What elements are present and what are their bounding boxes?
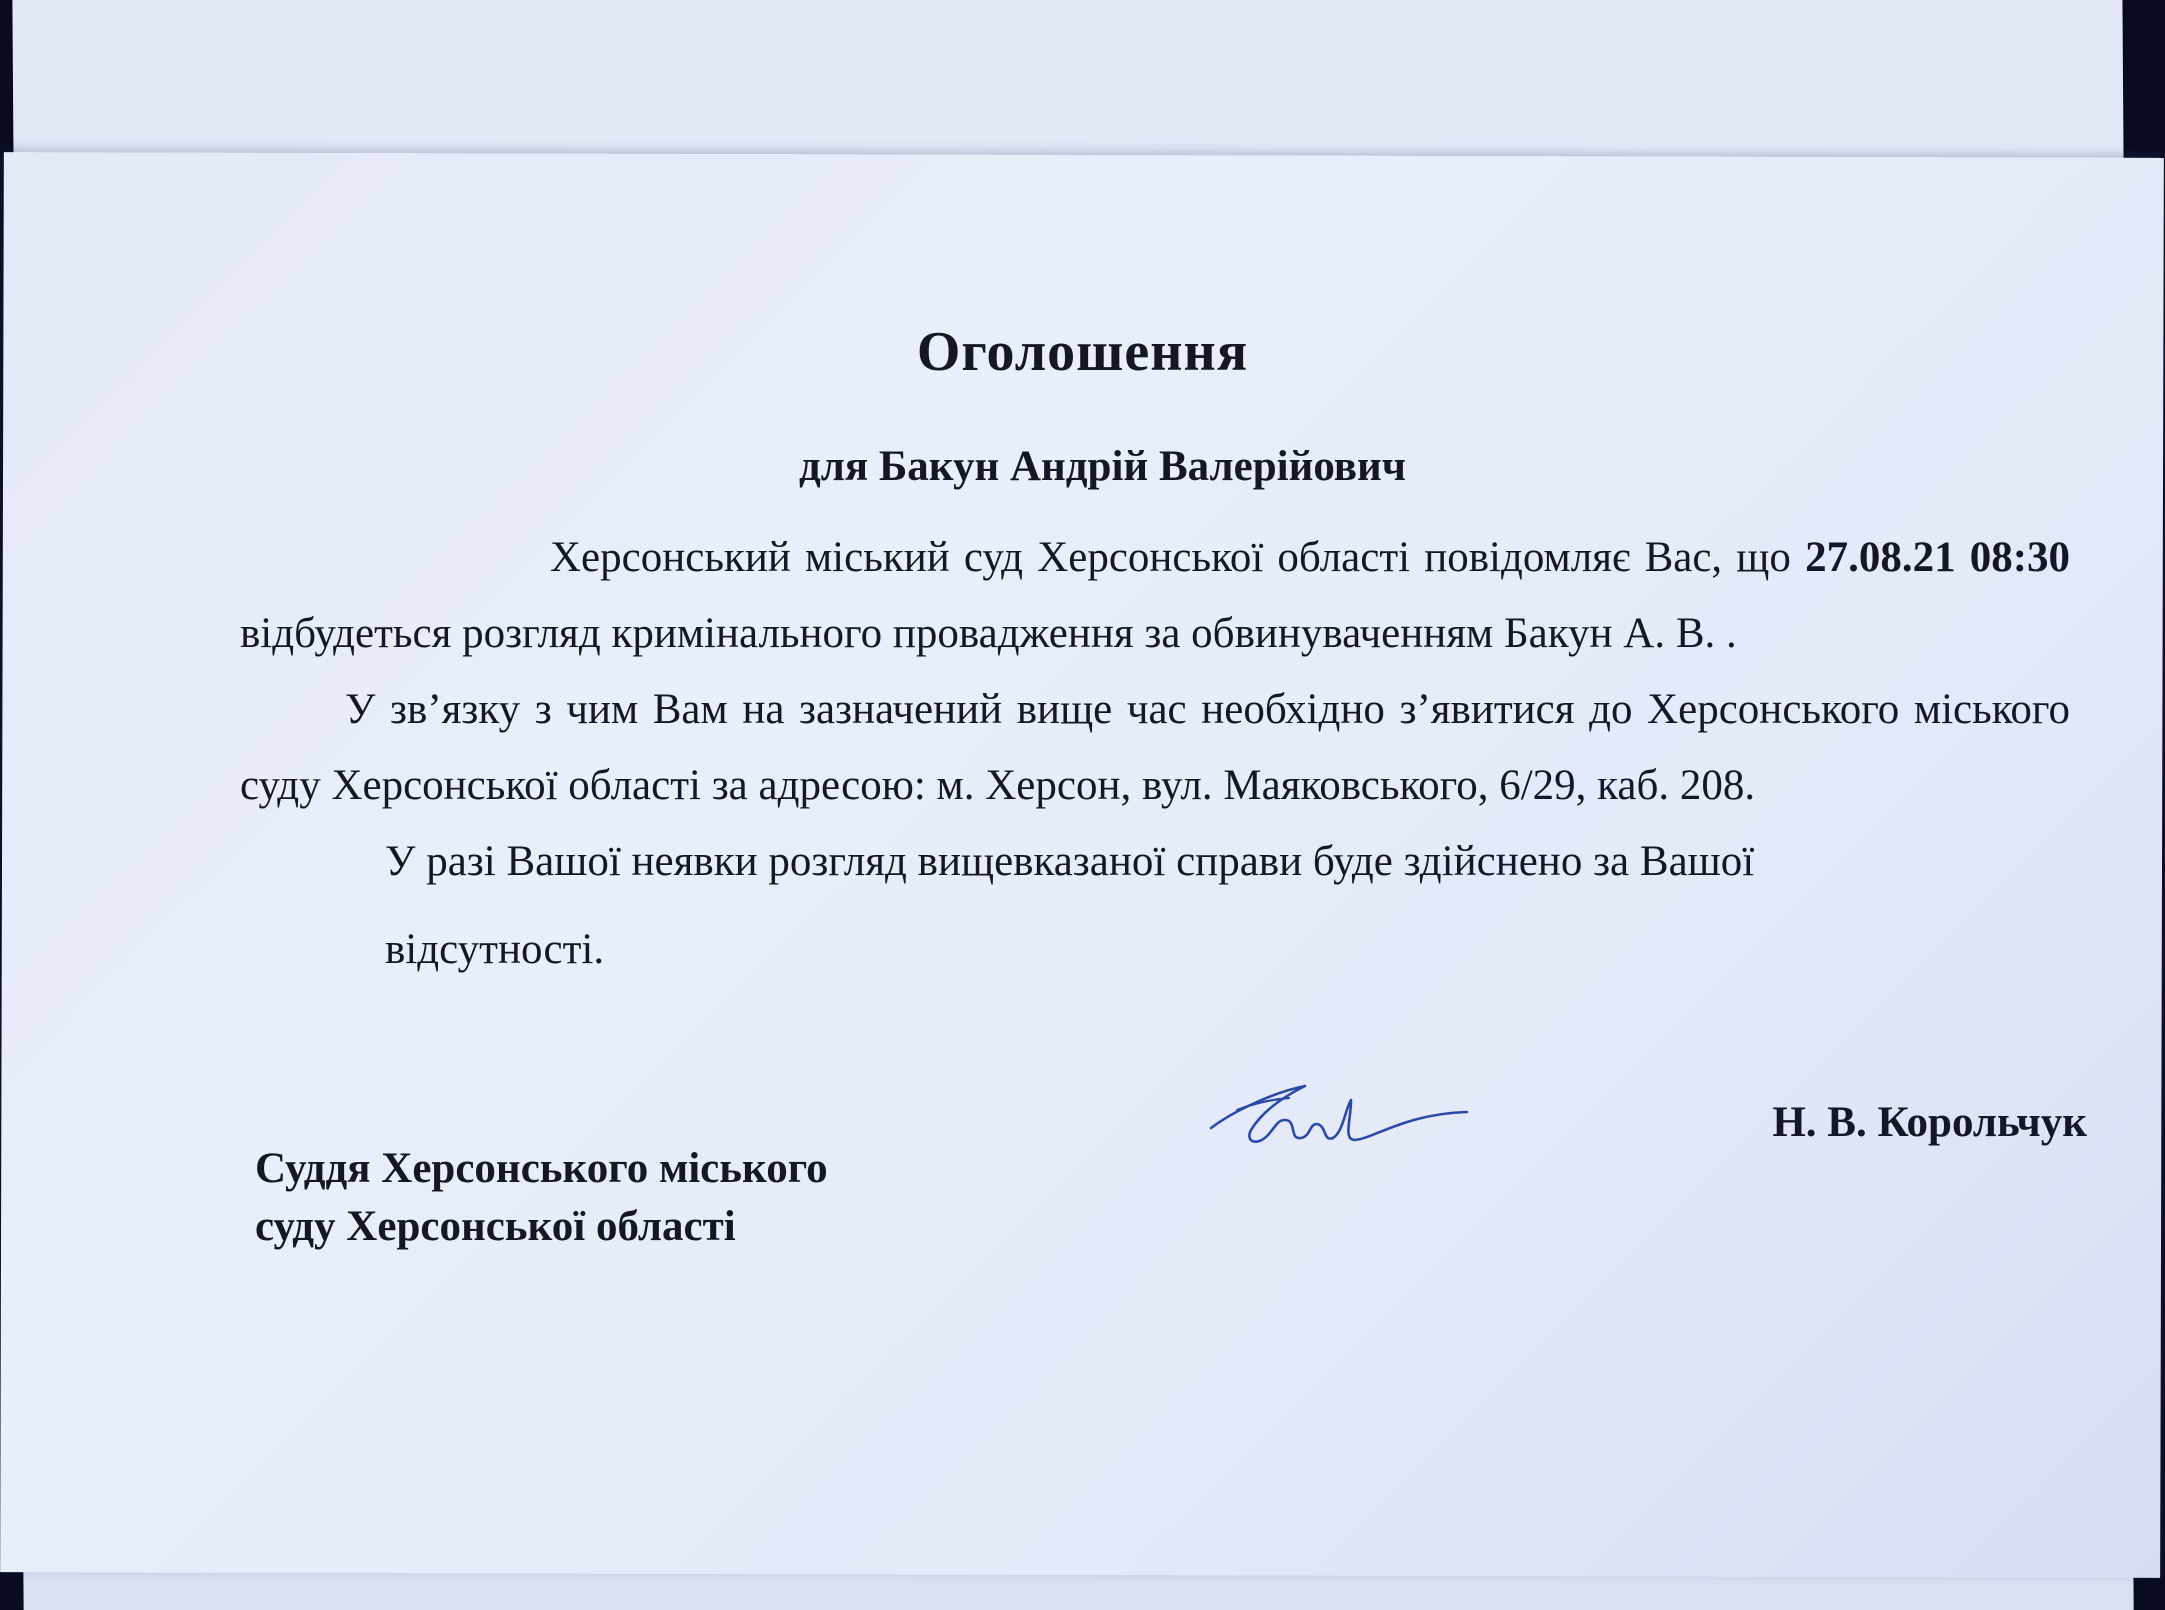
absence-warning-line1: У разі Вашої неявки розгляд вищевказаної справи буде здійснено за Вашої [385,838,1755,885]
hearing-datetime: 27.08.21 08:30 [1805,534,2071,581]
judge-position-line2: суду Херсонської області [255,1203,736,1250]
absence-warning-line2: відсутності. [385,926,605,973]
handwritten-signature-icon [1205,1070,1475,1180]
paragraph-absence-warning [240,824,2070,988]
paragraph-appearance-address: У зв’язку з чим Вам на зазначений вище час необхідно з’явитися до Херсонського міського суду Херсонської області за адресою: м. Херсон, вул. Маяковського, 6/29, каб. 208. [240,686,2070,809]
judge-name: Н. В. Корольчук [1772,1099,2087,1146]
notice-recipient: для Бакун Андрій Валерійович [798,443,1407,490]
hearing-details-text: відбудеться розгляд кримінального провадження за обвинуваченням Бакун А. В. . [240,610,1737,657]
notice-body [240,520,2070,988]
notice-title: Оголошення [916,321,1249,383]
hearing-intro-text: Херсонський міський суд Херсонської області повідомляє Вас, що [550,534,1791,581]
judge-position [255,1140,828,1256]
judge-position-line1: Суддя Херсонського міського [255,1145,828,1192]
paragraph-hearing-info [240,520,2070,672]
